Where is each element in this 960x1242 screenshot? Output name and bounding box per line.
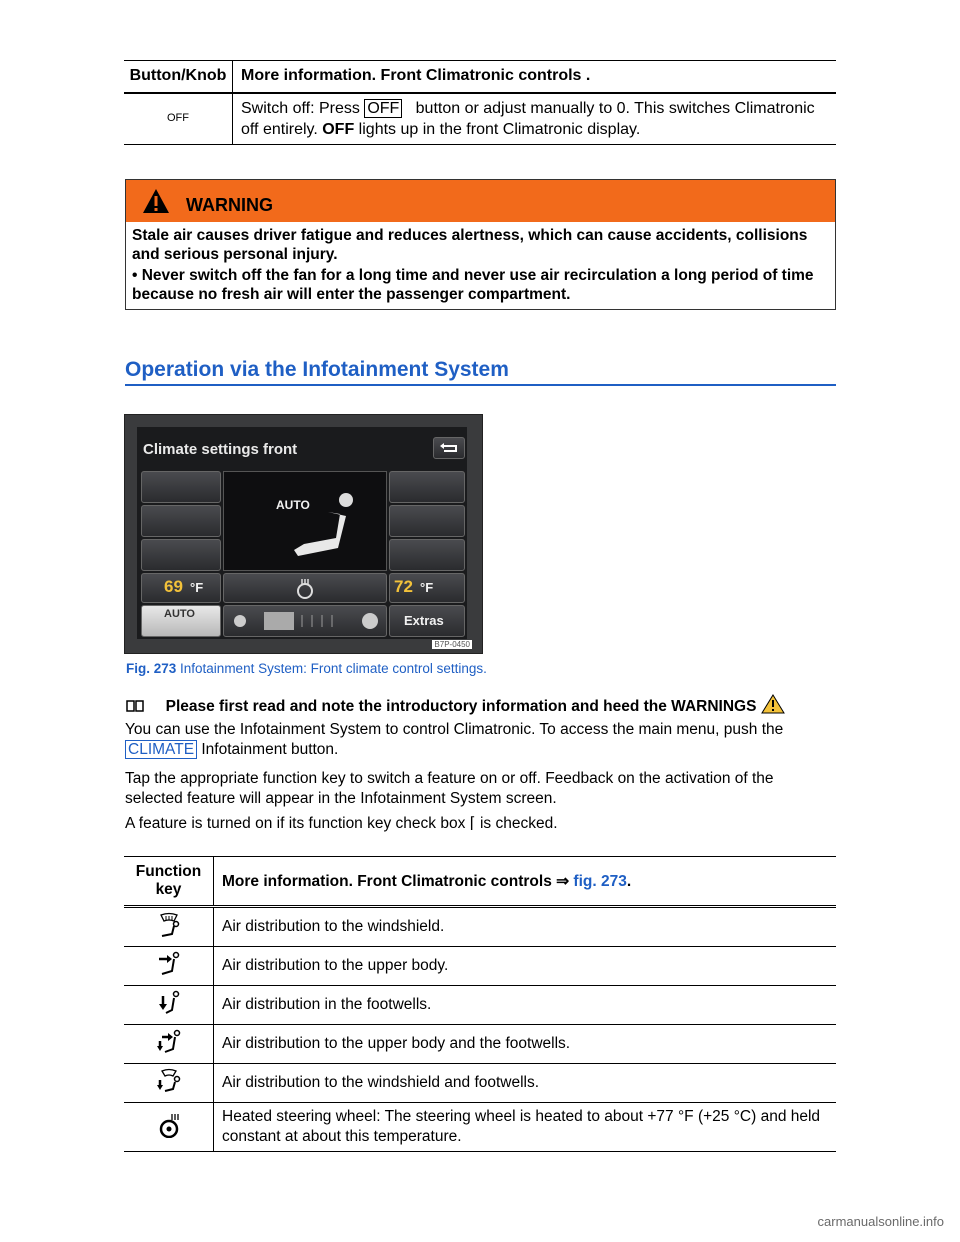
fan-speed-bar — [223, 605, 387, 637]
book-icon — [125, 699, 145, 713]
row-text: Air distribution to the upper body. — [214, 947, 837, 986]
warning-text: Stale air causes driver fatigue and reduces alertness, which can cause accidents, collisions and serious personal injury. — [132, 227, 808, 263]
off-button-ref: OFF — [364, 99, 402, 118]
seat-display — [223, 471, 387, 571]
warning-bullet: • Never switch off the fan for a long time and never use air recirculation a long period of time because no fresh air will enter the passenger compartment. — [132, 267, 814, 303]
col-header-more-info: More information. Front Climatronic controls . — [241, 67, 591, 85]
warning-triangle-icon — [142, 188, 170, 214]
heated-wheel-key — [223, 573, 387, 603]
fan-speed-icon — [224, 606, 386, 636]
warning-box — [125, 179, 836, 310]
row-text: Air distribution to the upper body and the footwells. — [214, 1025, 837, 1064]
fig-key-windshield — [141, 471, 221, 503]
col-header-button-knob: Button/Knob — [124, 61, 233, 93]
fig-extras-button — [389, 605, 465, 637]
footwell-air-icon — [157, 990, 181, 1016]
table-row — [124, 1025, 836, 1064]
off-symbol: OFF — [322, 120, 355, 138]
table-row — [124, 93, 836, 145]
row-text: Air distribution in the footwells. — [214, 986, 837, 1025]
windshield-air-icon — [157, 912, 181, 938]
col-header-function-key: Function key — [124, 857, 214, 907]
table-row — [124, 986, 836, 1025]
function-key-table — [124, 856, 836, 1152]
row-text: Air distribution to the windshield. — [214, 907, 837, 947]
temp-right-unit: °F — [420, 580, 434, 595]
fig-key-upper-footwell — [389, 471, 465, 503]
table-row — [124, 907, 836, 947]
button-knob-table — [124, 60, 836, 145]
screen — [137, 427, 467, 639]
temp-left — [141, 573, 221, 603]
upper-body-footwell-air-icon — [156, 1029, 182, 1055]
section-heading: Operation via the Infotainment System — [125, 358, 509, 381]
fig-key-blank — [389, 505, 465, 537]
figure-caption: Fig. 273 Infotainment System: Front climate control settings. — [126, 661, 487, 676]
off-key-label: OFF — [124, 93, 233, 145]
warning-title: WARNING — [186, 195, 273, 215]
intro-line — [125, 694, 836, 717]
warning-icon — [761, 694, 785, 714]
windshield-footwell-air-icon — [156, 1068, 182, 1094]
row-text: Air distribution to the windshield and footwells. — [214, 1064, 837, 1103]
table-header — [124, 857, 836, 907]
watermark: carmanualsonline.info — [817, 1214, 944, 1229]
table-header — [124, 61, 836, 93]
fig-steering-wheel-icon — [294, 577, 316, 599]
col-header-more-info: More information. Front Climatronic controls ⇒ fig. 273. — [214, 857, 837, 907]
back-arrow-icon — [434, 438, 464, 458]
infotainment-screenshot — [124, 414, 483, 654]
fig-key-footwell — [141, 539, 221, 571]
fig-auto-button — [141, 605, 221, 637]
warning-body — [126, 222, 835, 310]
paragraph-2: Tap the appropriate function key to switch a feature on or off. Feedback on the activation of the selected feature will appear in the Infotainment System screen. — [125, 770, 774, 807]
warning-header — [126, 180, 835, 222]
table-row — [124, 947, 836, 986]
upper-body-air-icon — [157, 951, 181, 977]
heated-steering-wheel-icon — [157, 1112, 181, 1138]
seat-icon — [284, 490, 364, 562]
fig-key-windshield-footwell — [389, 539, 465, 571]
heading-rule — [125, 384, 836, 386]
table-row — [124, 1103, 836, 1152]
off-description: Switch off: Press OFF button or adjust manually to 0. This switches Climatronic off entirely. OFF lights up in the front Climatronic display. — [233, 93, 837, 145]
fig-273-link[interactable]: fig. 273 — [573, 872, 627, 890]
table-row — [124, 1064, 836, 1103]
paragraph-1: You can use the Infotainment System to control Climatronic. To access the main menu, push the CLIMATE Infotainment button. — [125, 721, 784, 758]
fig-key-upper-body — [141, 505, 221, 537]
temp-left-value: 69 — [164, 577, 183, 596]
screen-title: Climate settings front — [143, 441, 298, 458]
temp-right-value: 72 — [394, 577, 413, 596]
back-button — [433, 437, 465, 459]
temp-left-unit: °F — [190, 580, 204, 595]
fig-auto-button-label: AUTO — [164, 608, 195, 620]
paragraph-3: A feature is turned on if its function key check box ⌈ is checked. — [125, 815, 558, 832]
row-text: Heated steering wheel: The steering wheel is heated to about +77 °F (+25 °C) and held constant at about this temperature. — [214, 1103, 837, 1152]
intro-text: Please first read and note the introductory information and heed the WARNINGS — [165, 698, 757, 715]
fig-auto-label: AUTO — [276, 498, 310, 512]
temp-right — [389, 573, 465, 603]
fig-extras-label: Extras — [404, 613, 444, 628]
figure-code: B7P-0450 — [434, 640, 470, 649]
climate-button-ref: CLIMATE — [125, 740, 197, 759]
